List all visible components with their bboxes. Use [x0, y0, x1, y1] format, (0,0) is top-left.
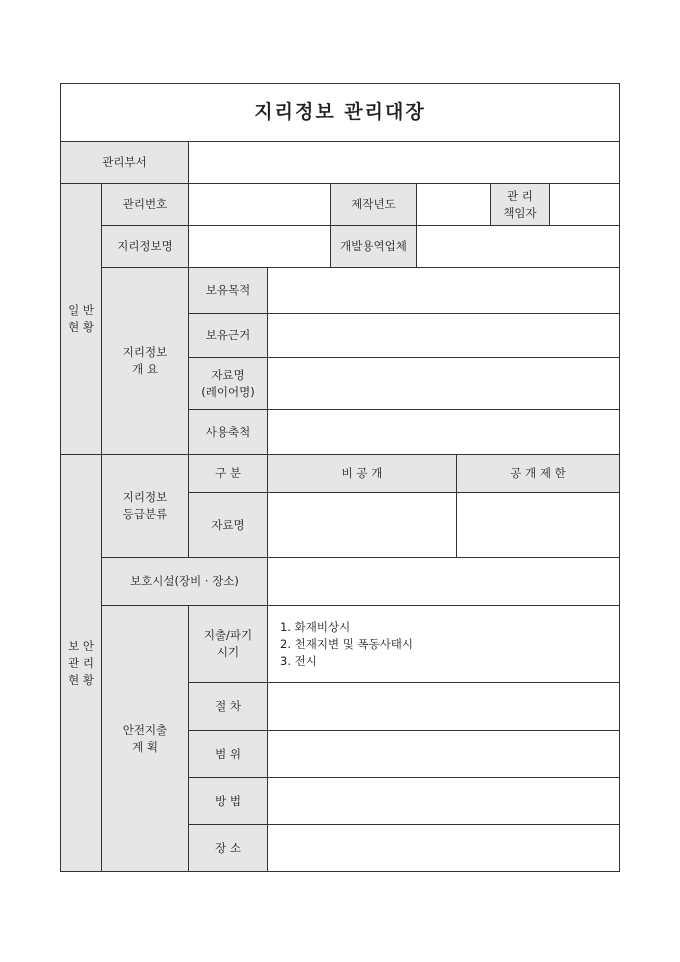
security-section-label: 보 안 관 리 현 황	[61, 455, 102, 871]
scale-label: 사용축척	[189, 410, 268, 455]
evac-plan-label: 안전지출 계 획	[102, 606, 189, 871]
timing-item: 3. 전시	[280, 653, 317, 668]
geo-name-field[interactable]	[189, 226, 331, 268]
timing-item: 2. 천재지변 및 폭동사태시	[280, 636, 414, 651]
manager-label: 관 리 책임자	[491, 184, 550, 226]
purpose-field[interactable]	[268, 268, 619, 314]
division-label: 구 분	[189, 455, 268, 493]
layer-name-field[interactable]	[268, 358, 619, 410]
method-label: 방 법	[189, 778, 268, 825]
grade-data-name-label: 자료명	[189, 493, 268, 558]
scope-field[interactable]	[268, 731, 619, 778]
secret-label: 비 공 개	[268, 455, 457, 493]
restricted-field[interactable]	[457, 493, 619, 558]
place-label: 장 소	[189, 825, 268, 871]
dept-label: 관리부서	[61, 142, 189, 184]
method-field[interactable]	[268, 778, 619, 825]
year-field[interactable]	[417, 184, 491, 226]
scale-field[interactable]	[268, 410, 619, 455]
mgmt-no-label: 관리번호	[102, 184, 189, 226]
developer-label: 개발용역업체	[331, 226, 417, 268]
timing-label: 지출/파기 시기	[189, 606, 268, 683]
basis-field[interactable]	[268, 314, 619, 358]
secret-field[interactable]	[268, 493, 457, 558]
basis-label: 보유근거	[189, 314, 268, 358]
restricted-label: 공 개 제 한	[457, 455, 619, 493]
developer-field[interactable]	[417, 226, 619, 268]
protection-label: 보호시설(장비 · 장소)	[102, 558, 268, 606]
grade-label: 지리정보 등급분류	[102, 455, 189, 558]
place-field[interactable]	[268, 825, 619, 871]
general-section-label: 일 반 현 황	[61, 184, 102, 455]
timing-item: 1. 화재비상시	[280, 619, 351, 634]
manager-field[interactable]	[550, 184, 619, 226]
page-title: 지리정보 관리대장	[61, 84, 619, 142]
scope-label: 범 위	[189, 731, 268, 778]
procedure-field[interactable]	[268, 683, 619, 731]
year-label: 제작년도	[331, 184, 417, 226]
dept-field[interactable]	[189, 142, 619, 184]
geo-name-label: 지리정보명	[102, 226, 189, 268]
layer-name-label: 자료명 (레이어명)	[189, 358, 268, 410]
management-ledger-form	[60, 83, 620, 872]
purpose-label: 보유목적	[189, 268, 268, 314]
procedure-label: 절 차	[189, 683, 268, 731]
protection-field[interactable]	[268, 558, 619, 606]
timing-list	[268, 606, 619, 683]
overview-label: 지리정보 개 요	[102, 268, 189, 455]
mgmt-no-field[interactable]	[189, 184, 331, 226]
